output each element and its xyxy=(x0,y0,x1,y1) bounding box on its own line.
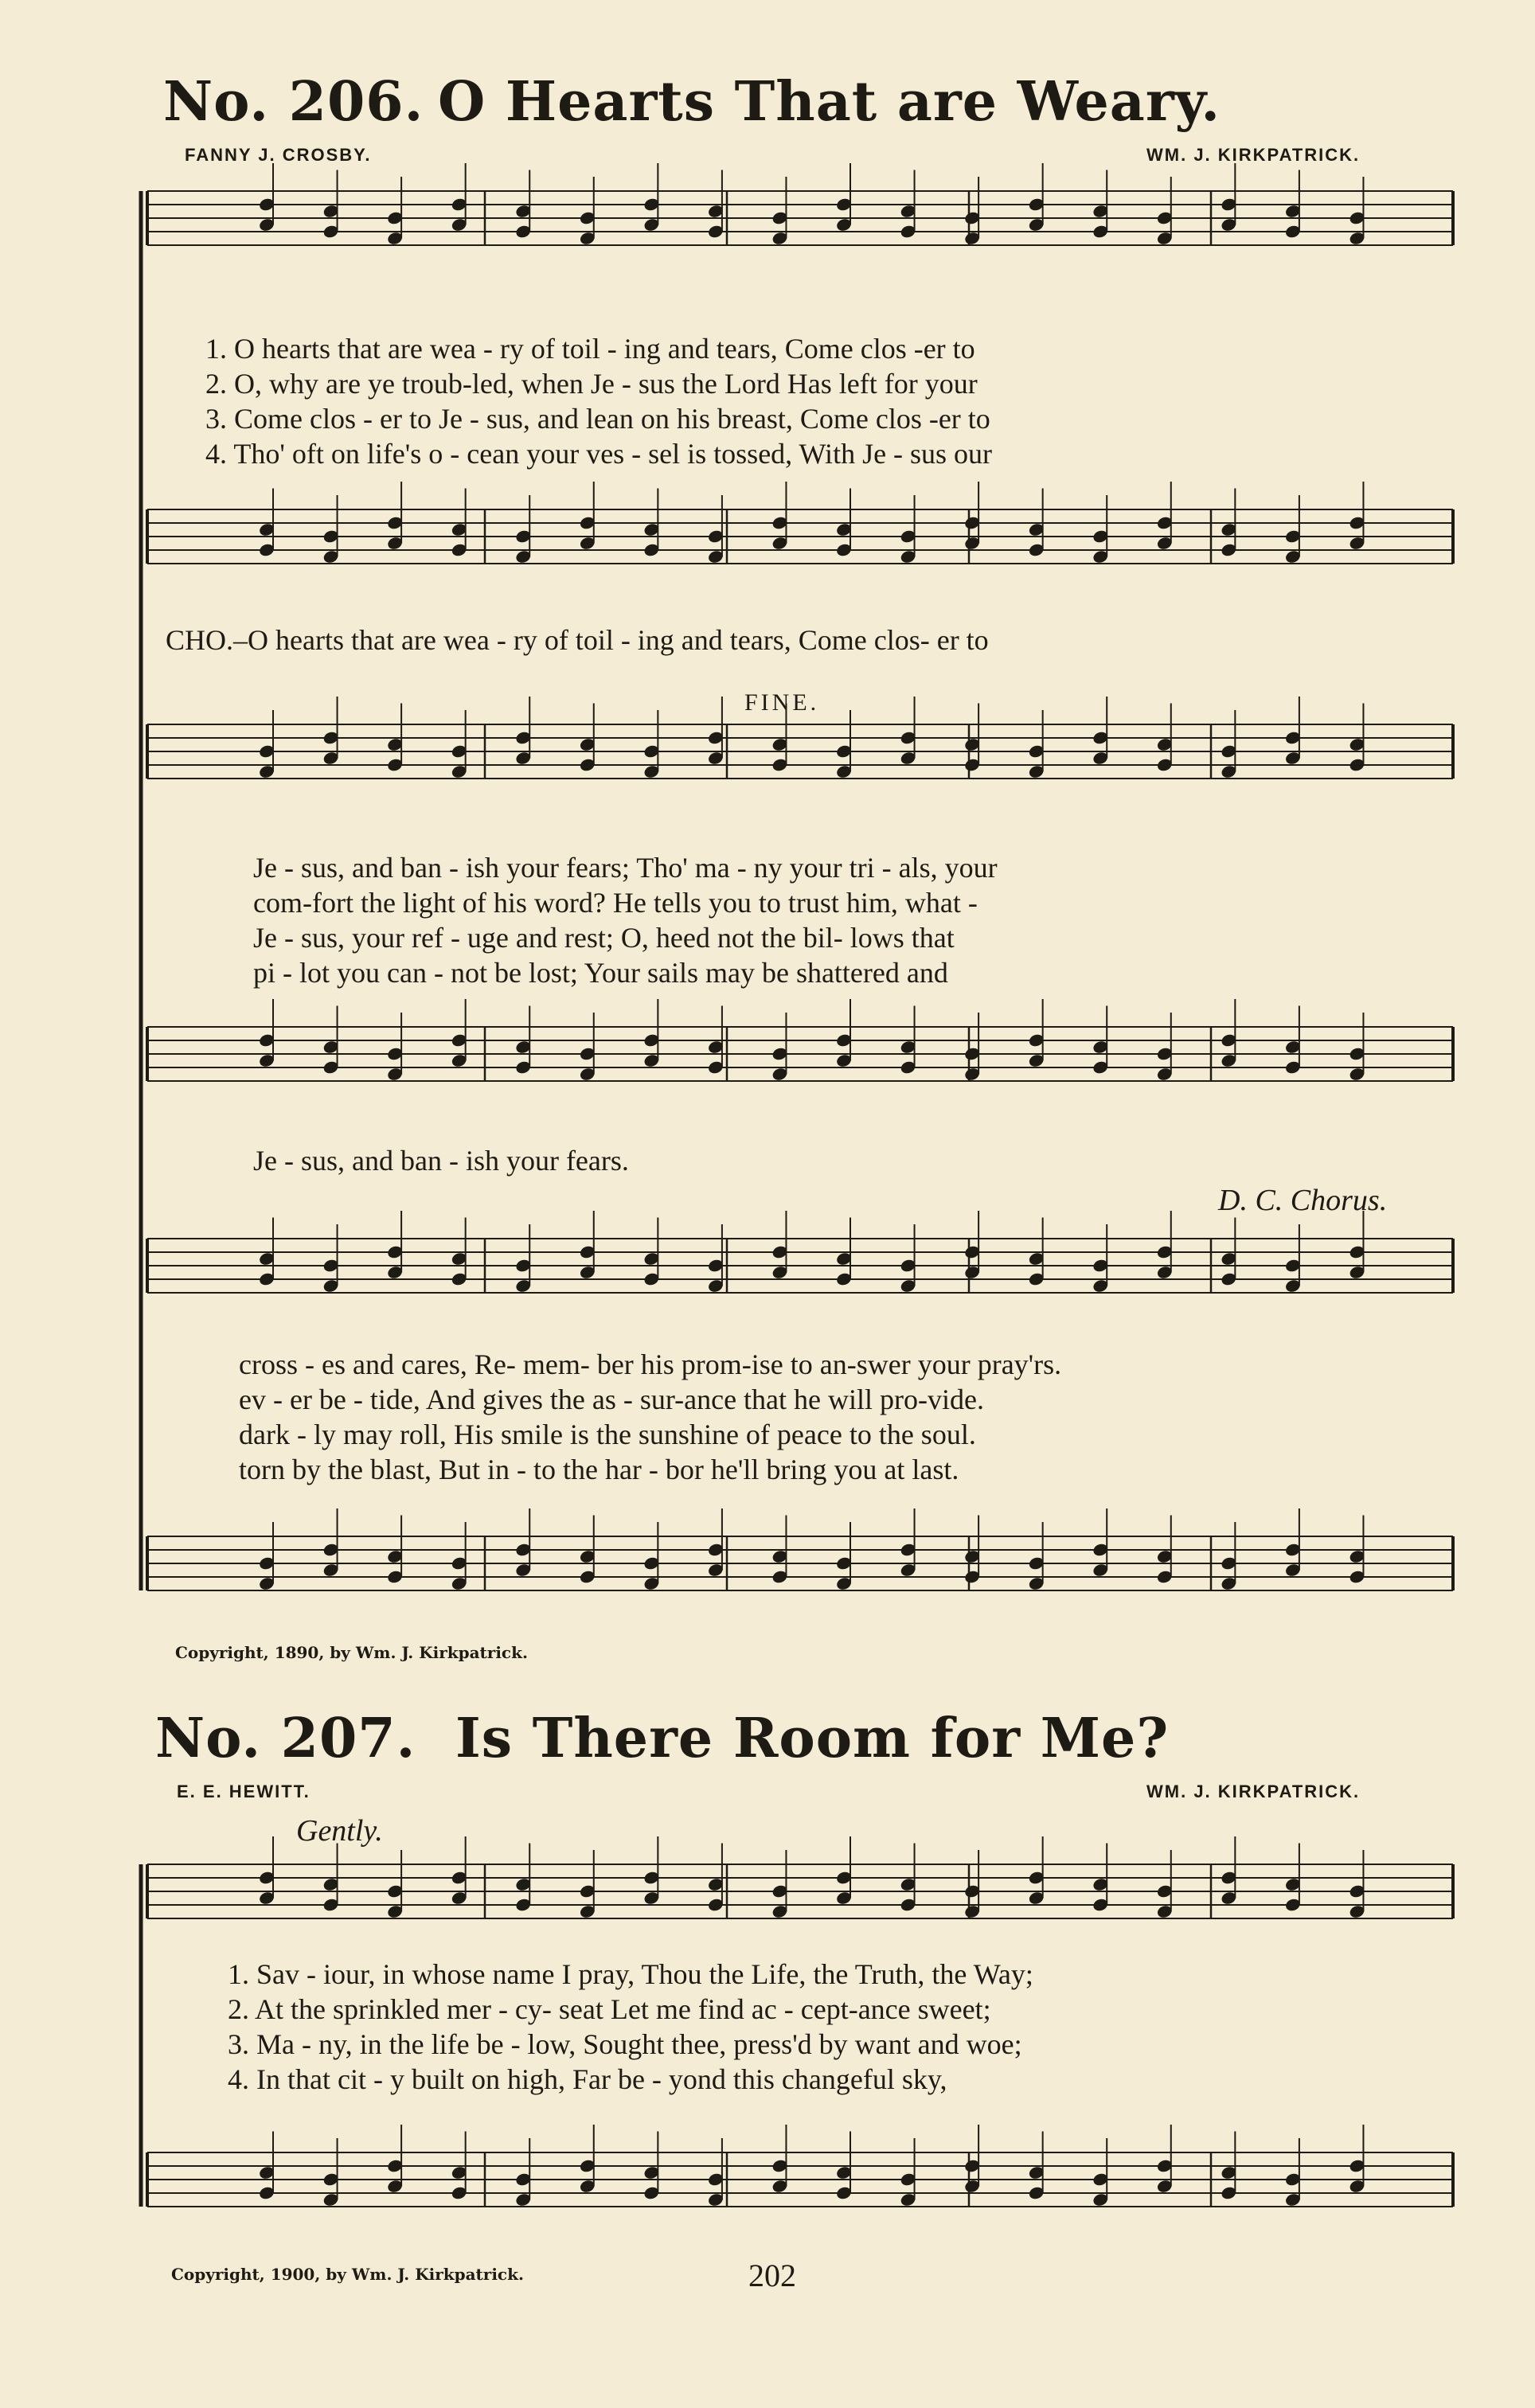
system3-verses xyxy=(239,1347,1061,1487)
lyric-line: cross - es and cares, Re- mem- ber his prom-ise to an-swer your pray'rs. xyxy=(239,1348,1062,1380)
chorus-line-2: Je - sus, and ban - ish your fears. xyxy=(253,1145,629,1177)
lyric-line: pi - lot you can - not be lost; Your sails may be shattered and xyxy=(253,957,948,989)
dc-chorus-mark: D. C. Chorus. xyxy=(1218,1184,1388,1217)
lyric-line: dark - ly may roll, His smile is the sunshine of peace to the soul. xyxy=(239,1419,976,1450)
system1-verses xyxy=(205,331,992,471)
lyric-line: 2. At the sprinkled mer - cy- seat Let me find ac - cept-ance sweet; xyxy=(228,1993,991,2025)
lyric-line: com-fort the light of his word? He tells you to trust him, what - xyxy=(253,887,978,919)
lyric-line: Je - sus, your ref - uge and rest; O, heed not the bil- lows that xyxy=(253,922,955,954)
hymn-207-verses xyxy=(228,1957,1033,2097)
lyric-line: 1. O hearts that are wea - ry of toil - ing and tears, Come clos -er to xyxy=(205,333,975,365)
lyric-line: 2. O, why are ye troub-led, when Je - sus the Lord Has left for your xyxy=(205,368,978,400)
hymn-206-number: No. 206. xyxy=(163,70,424,134)
hymn-207-composer: WM. J. KIRKPATRICK. xyxy=(1146,1782,1361,1801)
lyric-line: Je - sus, and ban - ish your fears; Tho' ma - ny your tri - als, your xyxy=(253,852,998,884)
tempo-mark: Gently. xyxy=(296,1814,383,1848)
hymn-206-composer: WM. J. KIRKPATRICK. xyxy=(1146,145,1361,165)
lyric-line: 3. Come clos - er to Je - sus, and lean on his breast, Come clos -er to xyxy=(205,403,990,435)
lyric-line: 3. Ma - ny, in the life be - low, Sought thee, press'd by want and woe; xyxy=(228,2028,1022,2060)
lyric-line: ev - er be - tide, And gives the as - sur-ance that he will pro-vide. xyxy=(239,1384,984,1415)
hymn-206-author: FANNY J. CROSBY. xyxy=(185,145,372,165)
hymn-207-copyright: Copyright, 1900, by Wm. J. Kirkpatrick. xyxy=(171,2265,524,2284)
system2-verses xyxy=(253,850,998,990)
hymn-207-number: No. 207. xyxy=(155,1707,416,1770)
lyric-line: 4. Tho' oft on life's o - cean your ves - sel is tossed, With Je - sus our xyxy=(205,438,993,470)
lyric-line: 1. Sav - iour, in whose name I pray, Thou the Life, the Truth, the Way; xyxy=(228,1958,1033,1990)
lyric-line: 4. In that cit - y built on high, Far be - yond this changeful sky, xyxy=(228,2063,947,2095)
hymn-206-copyright: Copyright, 1890, by Wm. J. Kirkpatrick. xyxy=(175,1643,528,1662)
hymn-206-title: O Hearts That are Weary. xyxy=(438,70,1221,134)
chorus-line: CHO.–O hearts that are wea - ry of toil - ing and tears, Come clos- er to xyxy=(166,624,989,656)
hymn-207-title: Is There Room for Me? xyxy=(455,1707,1170,1770)
fine-mark: FINE. xyxy=(744,689,820,716)
hymn-207-author: E. E. HEWITT. xyxy=(177,1782,311,1801)
lyric-line: torn by the blast, But in - to the har - bor he'll bring you at last. xyxy=(239,1454,959,1485)
page-number: 202 xyxy=(748,2258,796,2293)
